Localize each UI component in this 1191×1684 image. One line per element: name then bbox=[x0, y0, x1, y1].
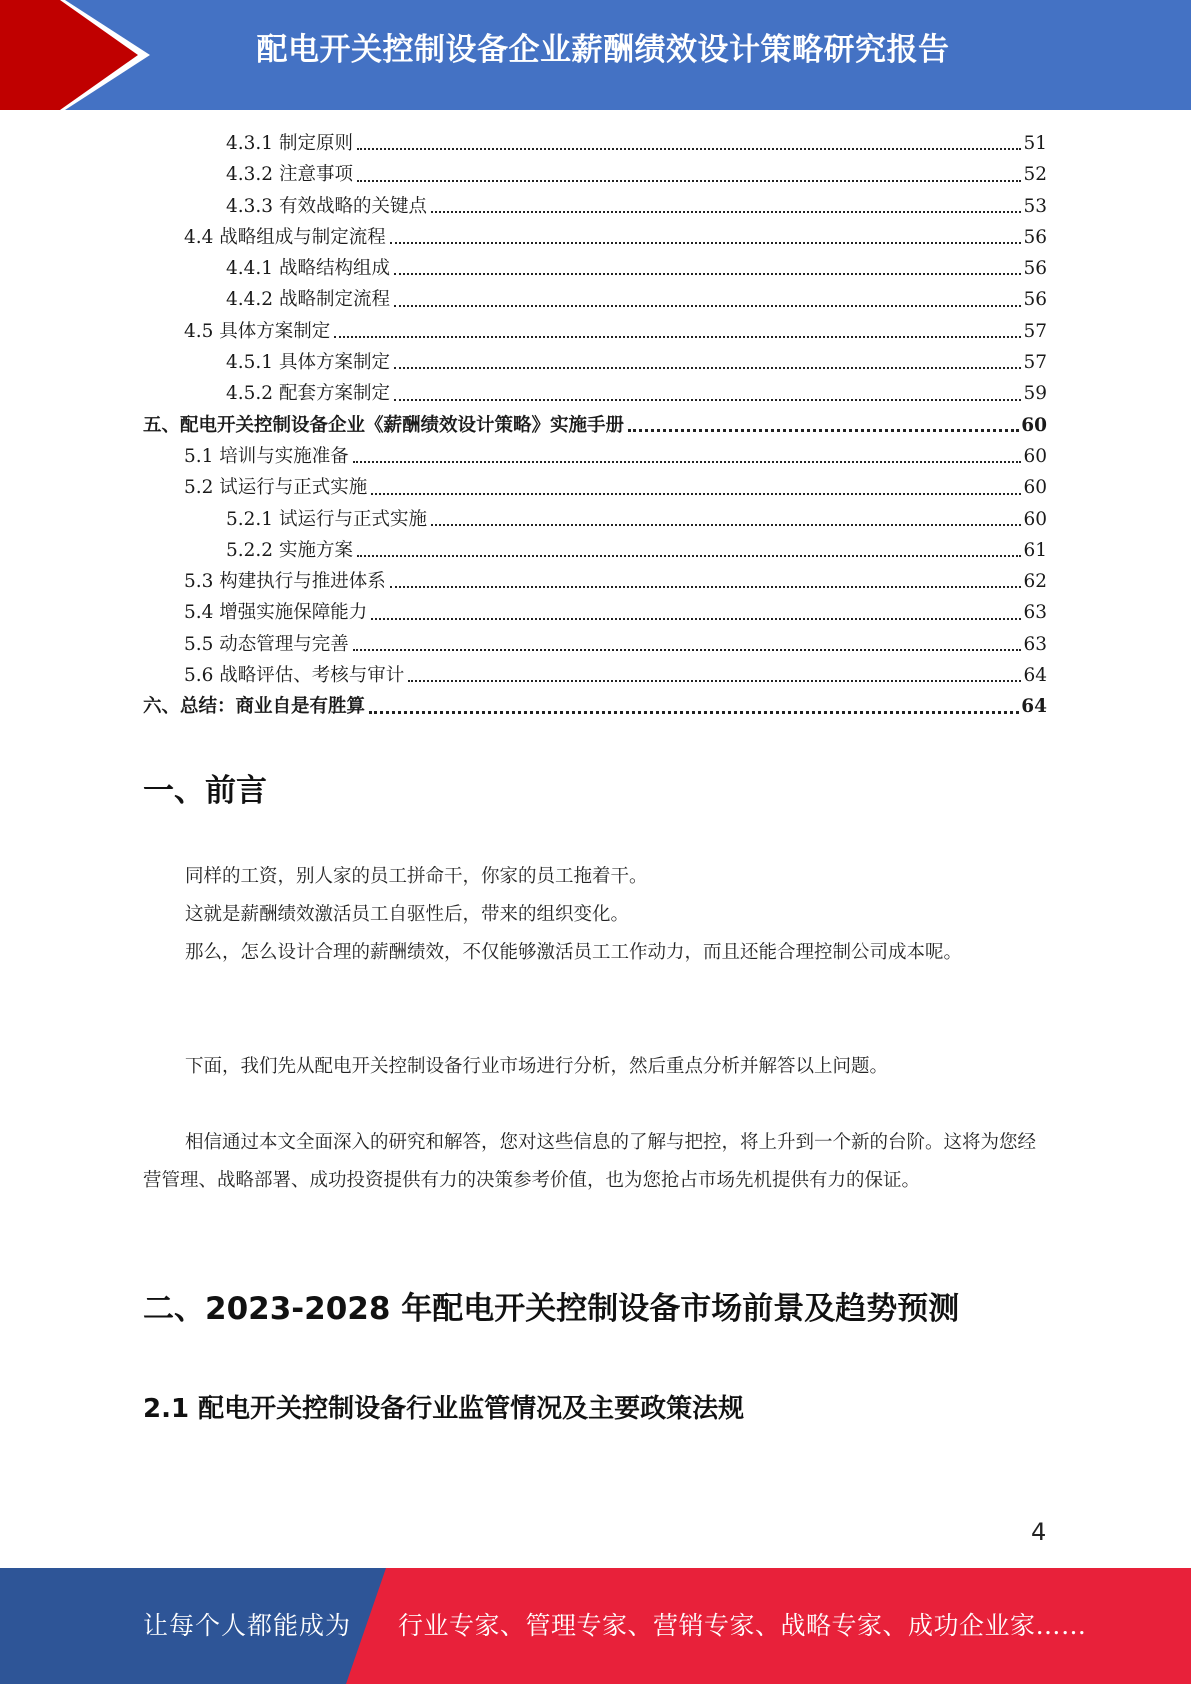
toc-entry[interactable] bbox=[143, 222, 1047, 253]
toc-dot-leader bbox=[394, 367, 1021, 369]
toc-entry[interactable] bbox=[143, 566, 1047, 597]
preface-block-2 bbox=[143, 1048, 1047, 1086]
toc-entry-page: 64 bbox=[1023, 665, 1047, 687]
toc-entry-label: 5.6 战略评估、考核与审计 bbox=[184, 665, 405, 687]
page-number: 4 bbox=[1031, 1518, 1047, 1546]
toc-entry-label: 5.2.1 试运行与正式实施 bbox=[226, 508, 427, 530]
toc-entry[interactable] bbox=[143, 191, 1047, 222]
toc-dot-leader bbox=[431, 211, 1021, 213]
footer-slogan: 让每个人都能成为 bbox=[143, 1611, 352, 1640]
toc-entry-page: 56 bbox=[1023, 289, 1047, 311]
toc-entry-label: 4.4 战略组成与制定流程 bbox=[184, 226, 386, 248]
footer-roles: 行业专家、管理专家、营销专家、战略专家、成功企业家…… bbox=[398, 1611, 1087, 1640]
toc-entry-page: 60 bbox=[1023, 477, 1047, 499]
section-heading-preface: 一、前言 bbox=[143, 773, 267, 809]
toc-entry-page: 63 bbox=[1023, 633, 1047, 655]
toc-entry-page: 60 bbox=[1021, 414, 1047, 436]
toc-entry-page: 51 bbox=[1023, 133, 1047, 154]
toc-dot-leader bbox=[357, 148, 1022, 150]
toc-entry[interactable] bbox=[143, 691, 1047, 722]
toc-dot-leader bbox=[369, 711, 1019, 714]
toc-entry-page: 64 bbox=[1021, 696, 1047, 718]
section-heading-market: 二、2023-2028 年配电开关控制设备市场前景及趋势预测 bbox=[143, 1291, 960, 1327]
page-footer bbox=[0, 1568, 1191, 1684]
toc-entry-page: 60 bbox=[1023, 508, 1047, 530]
toc-entry-label: 五、配电开关控制设备企业《薪酬绩效设计策略》实施手册 bbox=[143, 414, 625, 436]
toc-entry-page: 59 bbox=[1023, 383, 1047, 405]
toc-entry[interactable] bbox=[143, 660, 1047, 691]
toc-entry-page: 57 bbox=[1023, 320, 1047, 342]
toc-entry[interactable] bbox=[143, 472, 1047, 503]
toc-entry[interactable] bbox=[143, 316, 1047, 347]
toc-entry-label: 5.5 动态管理与完善 bbox=[184, 633, 349, 655]
toc-entry-page: 57 bbox=[1023, 352, 1047, 374]
toc-entry-label: 4.5 具体方案制定 bbox=[184, 320, 331, 342]
toc-entry-label: 4.5.2 配套方案制定 bbox=[226, 383, 390, 405]
page-header bbox=[0, 0, 1191, 110]
toc-entry-label: 5.3 构建执行与推进体系 bbox=[184, 571, 386, 593]
toc-dot-leader bbox=[390, 586, 1022, 588]
toc-dot-leader bbox=[408, 680, 1021, 682]
toc-entry[interactable] bbox=[143, 441, 1047, 472]
toc-entry[interactable] bbox=[143, 378, 1047, 409]
toc-entry-label: 4.4.2 战略制定流程 bbox=[226, 289, 390, 311]
toc-entry[interactable] bbox=[143, 284, 1047, 315]
toc-entry-label: 5.2 试运行与正式实施 bbox=[184, 477, 368, 499]
preface-block-1 bbox=[143, 858, 1047, 972]
toc-entry-page: 53 bbox=[1023, 195, 1047, 217]
paragraph: 同样的工资，别人家的员工拼命干，你家的员工拖着干。 bbox=[185, 866, 648, 887]
toc-entry-page: 56 bbox=[1023, 226, 1047, 248]
table-of-contents bbox=[143, 128, 1047, 723]
toc-entry-page: 63 bbox=[1023, 602, 1047, 624]
toc-dot-leader bbox=[371, 493, 1021, 495]
toc-dot-leader bbox=[357, 555, 1022, 557]
preface-block-3 bbox=[143, 1124, 1047, 1200]
toc-entry[interactable] bbox=[143, 410, 1047, 441]
toc-entry-label: 4.3.1 制定原则 bbox=[226, 133, 353, 154]
paragraph: 下面，我们先从配电开关控制设备行业市场进行分析，然后重点分析并解答以上问题。 bbox=[185, 1056, 889, 1077]
paragraph: 这就是薪酬绩效激活员工自驱性后，带来的组织变化。 bbox=[185, 904, 630, 925]
toc-entry-label: 4.3.3 有效战略的关键点 bbox=[226, 195, 427, 217]
toc-entry-page: 52 bbox=[1023, 164, 1047, 186]
toc-entry[interactable] bbox=[143, 535, 1047, 566]
toc-entry[interactable] bbox=[143, 597, 1047, 628]
toc-entry-label: 5.4 增强实施保障能力 bbox=[184, 602, 368, 624]
toc-dot-leader bbox=[371, 618, 1021, 620]
toc-dot-leader bbox=[394, 399, 1021, 401]
toc-dot-leader bbox=[431, 524, 1021, 526]
toc-dot-leader bbox=[628, 429, 1019, 432]
paragraph: 相信通过本文全面深入的研究和解答，您对这些信息的了解与把控，将上升到一个新的台阶。这将为您经营管理、战略部署、成功投资提供有力的决策参考价值，也为您抢占市场先机提供有力的保证。 bbox=[143, 1132, 1037, 1191]
toc-dot-leader bbox=[353, 461, 1022, 463]
toc-dot-leader bbox=[390, 242, 1022, 244]
subsection-heading-regulation: 2.1 配电开关控制设备行业监管情况及主要政策法规 bbox=[143, 1394, 745, 1424]
paragraph: 那么，怎么设计合理的薪酬绩效，不仅能够激活员工工作动力，而且还能合理控制公司成本呢。 bbox=[185, 942, 963, 963]
toc-entry-page: 56 bbox=[1023, 258, 1047, 280]
toc-entry-label: 4.5.1 具体方案制定 bbox=[226, 352, 390, 374]
toc-entry-label: 4.4.1 战略结构组成 bbox=[226, 258, 390, 280]
toc-entry[interactable] bbox=[143, 629, 1047, 660]
toc-entry-label: 4.3.2 注意事项 bbox=[226, 164, 353, 186]
toc-entry-page: 62 bbox=[1023, 571, 1047, 593]
toc-entry-page: 60 bbox=[1023, 445, 1047, 467]
report-title: 配电开关控制设备企业薪酬绩效设计策略研究报告 bbox=[256, 32, 950, 68]
toc-entry-label: 六、总结：商业自是有胜算 bbox=[143, 696, 366, 718]
toc-entry-page: 61 bbox=[1023, 539, 1047, 561]
toc-entry-label: 5.1 培训与实施准备 bbox=[184, 445, 349, 467]
toc-dot-leader bbox=[394, 305, 1021, 307]
toc-entry[interactable] bbox=[143, 128, 1047, 159]
toc-entry[interactable] bbox=[143, 347, 1047, 378]
toc-dot-leader bbox=[357, 180, 1022, 182]
toc-dot-leader bbox=[353, 649, 1022, 651]
toc-dot-leader bbox=[334, 336, 1021, 338]
toc-entry-label: 5.2.2 实施方案 bbox=[226, 539, 353, 561]
toc-entry[interactable] bbox=[143, 159, 1047, 190]
toc-entry[interactable] bbox=[143, 253, 1047, 284]
toc-entry[interactable] bbox=[143, 504, 1047, 535]
toc-dot-leader bbox=[394, 273, 1021, 275]
